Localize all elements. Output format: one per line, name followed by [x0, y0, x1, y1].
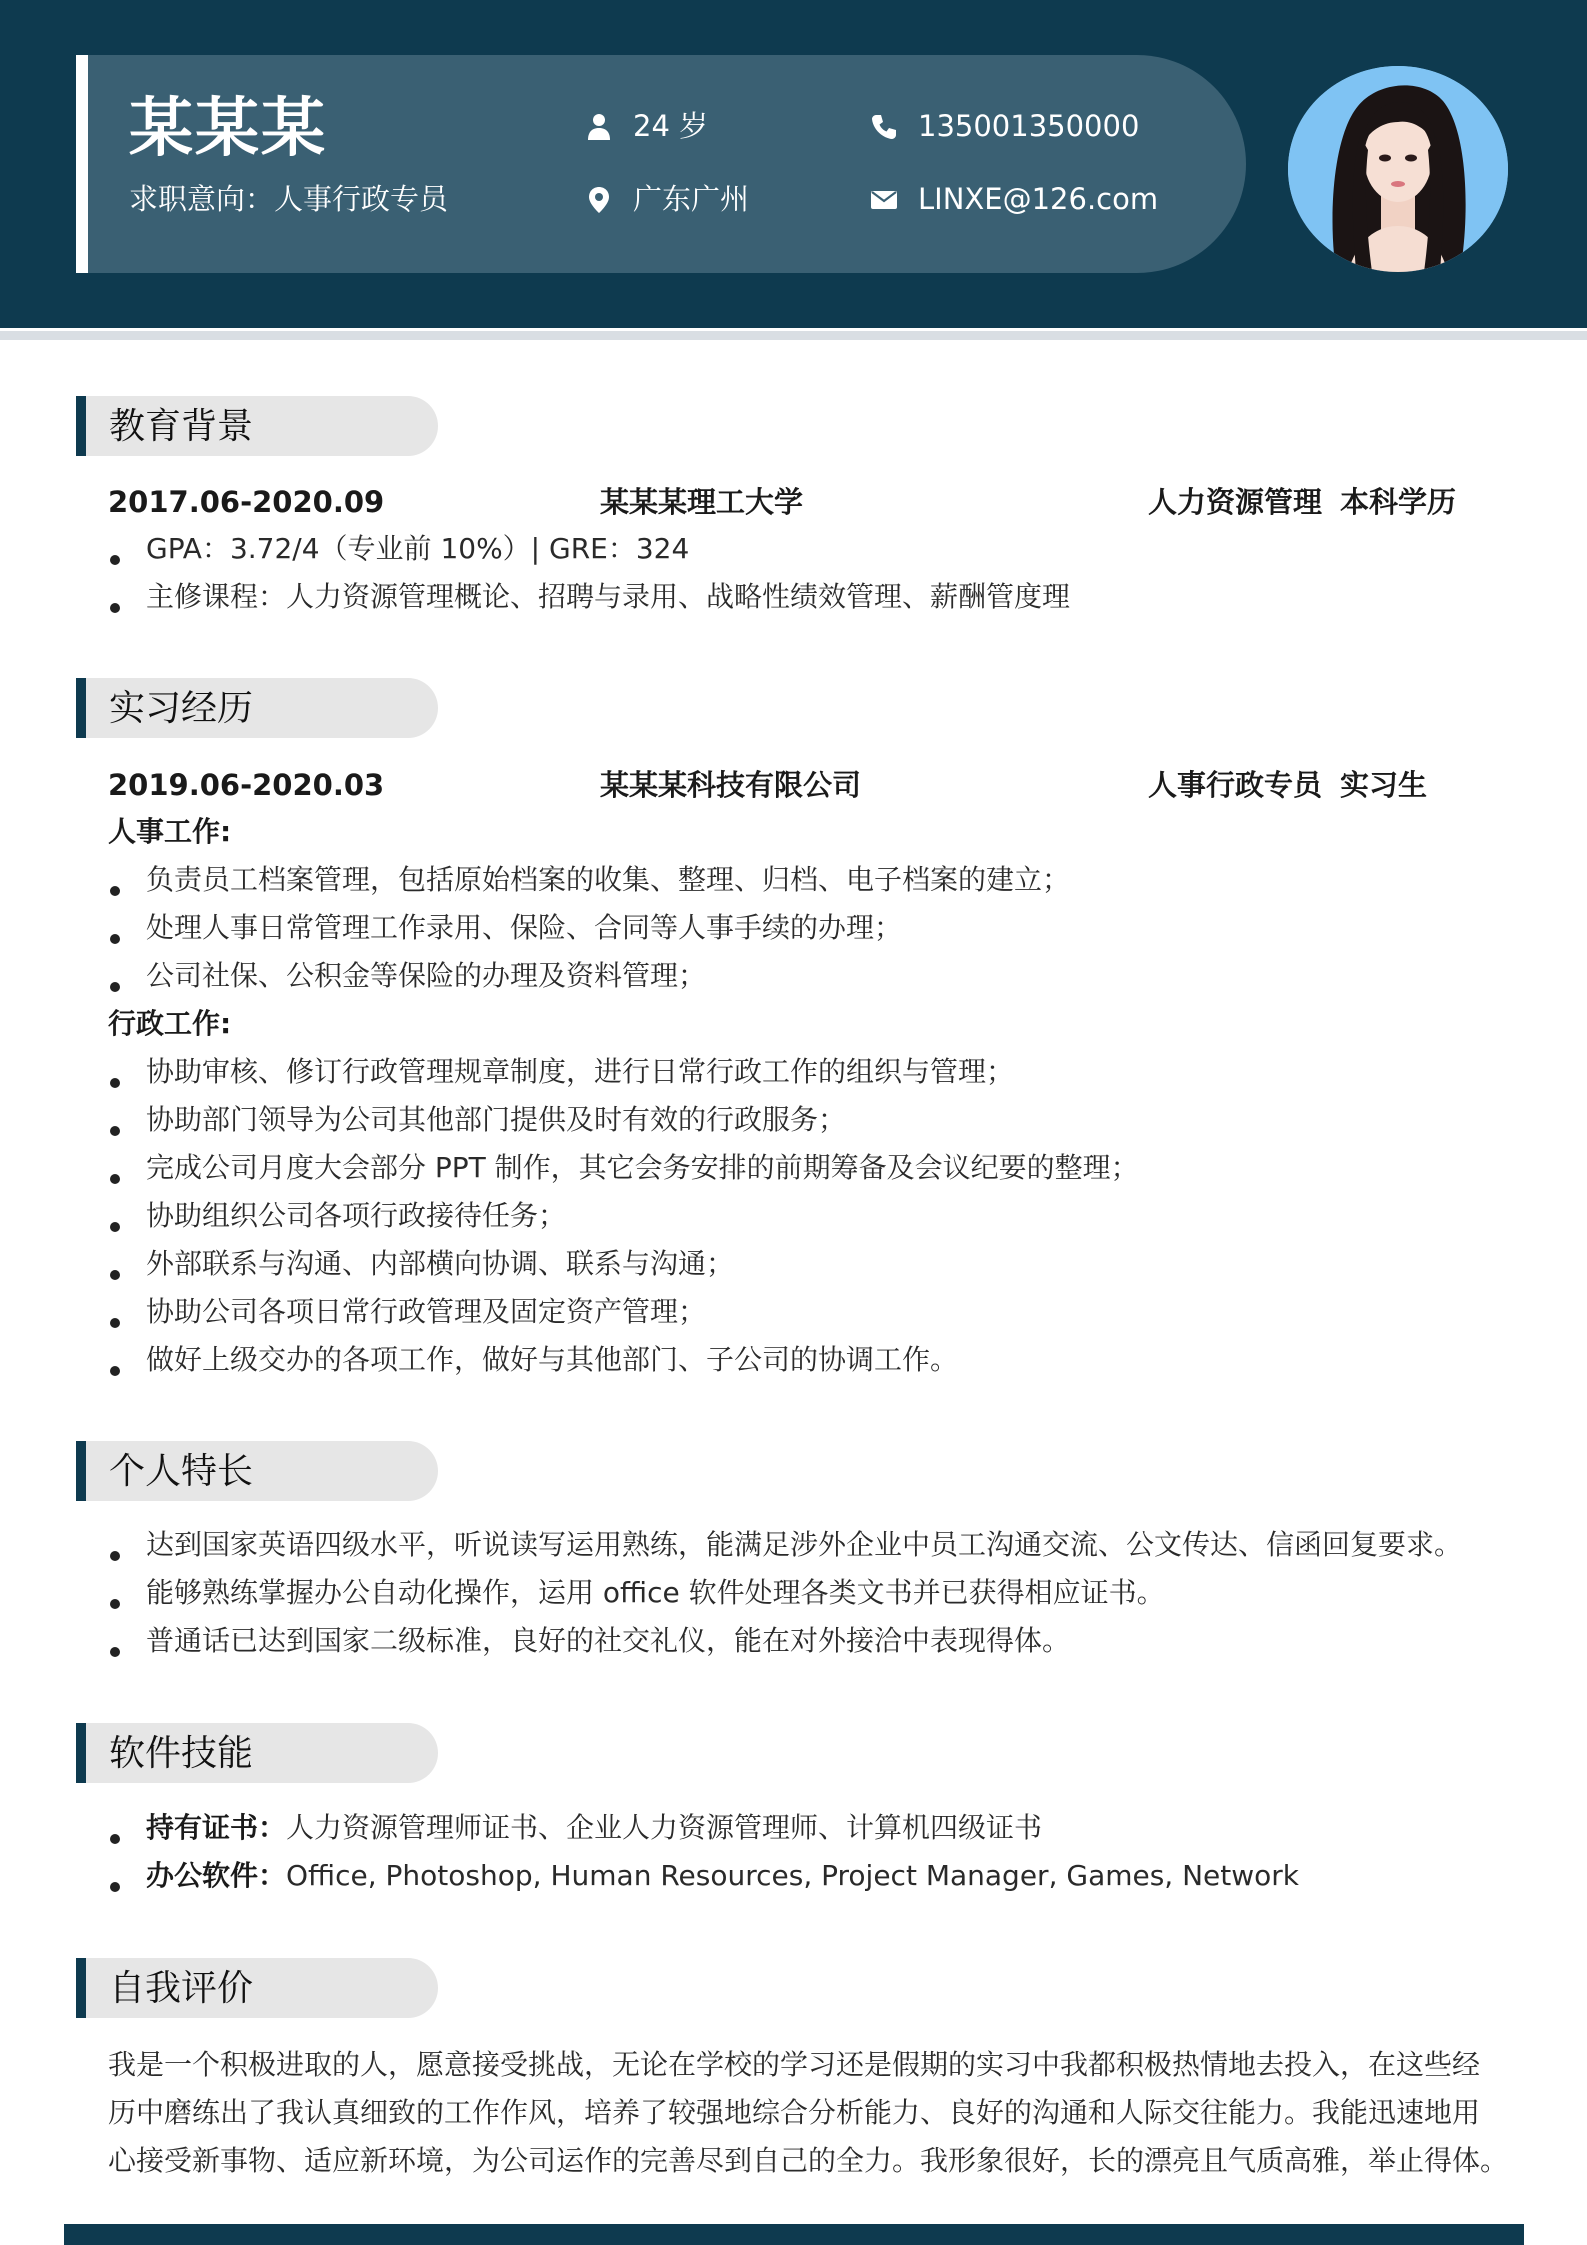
bullet-dot	[110, 982, 120, 992]
bullet-dot	[110, 1599, 120, 1609]
section-marker	[76, 1441, 86, 1501]
strength-bullet: 能够熟练掌握办公自动化操作，运用 office 软件处理各类文书并已获得相应证书。	[146, 1576, 1165, 1609]
internship-position: 人事行政专员	[1148, 768, 1323, 802]
education-major: 人力资源管理	[1148, 485, 1323, 519]
education-school: 某某某理工大学	[600, 485, 804, 519]
bullet-dot	[110, 1366, 120, 1376]
bullet-dot	[110, 1222, 120, 1232]
admin-bullet: 外部联系与沟通、内部横向协调、联系与沟通；	[146, 1247, 735, 1280]
cert-value: 人力资源管理师证书、企业人力资源管理师、计算机四级证书	[286, 1811, 1043, 1844]
phone-icon	[870, 113, 898, 141]
person-icon	[585, 113, 613, 141]
admin-bullet: 协助部门领导为公司其他部门提供及时有效的行政服务；	[146, 1103, 847, 1136]
email-info	[870, 182, 1159, 216]
section-title: 实习经历	[109, 688, 254, 729]
internship-role: 实习生	[1340, 768, 1428, 802]
strength-bullet: 普通话已达到国家二级标准，良好的社交礼仪，能在对外接洽中表现得体。	[146, 1624, 1071, 1657]
section-skills-header	[76, 1723, 438, 1783]
profile-photo	[1288, 66, 1508, 272]
self-eval-line: 历中磨练出了我认真细致的工作作风，培养了较强地综合分析能力、良好的沟通和人际交往能力。我能迅速地用	[108, 2096, 1481, 2129]
bullet-dot	[110, 1551, 120, 1561]
profile-card	[76, 55, 1246, 273]
bullet-dot	[110, 1174, 120, 1184]
bullet-dot	[110, 1270, 120, 1280]
cert-line	[146, 1811, 1043, 1844]
cert-label: 持有证书：	[146, 1811, 287, 1844]
admin-bullet: 协助公司各项日常行政管理及固定资产管理；	[146, 1295, 707, 1328]
location-pin-icon	[585, 186, 613, 214]
education-bullet: 主修课程：人力资源管理概论、招聘与录用、战略性绩效管理、薪酬管度理	[146, 580, 1071, 613]
email-icon	[870, 186, 898, 214]
hr-bullet: 处理人事日常管理工作录用、保险、合同等人事手续的办理；	[146, 911, 903, 944]
hr-bullet: 公司社保、公积金等保险的办理及资料管理；	[146, 959, 707, 992]
section-marker	[76, 678, 86, 738]
bullet-dot	[110, 886, 120, 896]
bullet-dot	[110, 1834, 120, 1844]
admin-bullet: 协助组织公司各项行政接待任务；	[146, 1199, 567, 1232]
section-internship-header	[76, 678, 438, 738]
education-degree: 本科学历	[1340, 485, 1457, 519]
self-eval-line: 心接受新事物、适应新环境，为公司运作的完善尽到自己的全力。我形象很好，长的漂亮且气质高雅，举止得体。	[108, 2144, 1509, 2177]
section-marker	[76, 396, 86, 456]
admin-bullet: 协助审核、修订行政管理规章制度，进行日常行政工作的组织与管理；	[146, 1055, 1015, 1088]
section-title: 软件技能	[109, 1733, 254, 1774]
hr-bullet: 负责员工档案管理，包括原始档案的收集、整理、归档、电子档案的建立；	[146, 863, 1071, 896]
bullet-dot	[110, 934, 120, 944]
bullet-dot	[110, 1078, 120, 1088]
education-period: 2017.06-2020.09	[108, 485, 385, 519]
location-text: 广东广州	[633, 182, 750, 216]
bullet-dot	[110, 1318, 120, 1328]
section-education-header	[76, 396, 438, 456]
office-label: 办公软件：	[146, 1859, 287, 1892]
internship-period: 2019.06-2020.03	[108, 768, 385, 802]
header-divider	[0, 331, 1587, 340]
admin-bullet: 完成公司月度大会部分 PPT 制作，其它会务安排的前期筹备及会议纪要的整理；	[146, 1151, 1139, 1184]
footer-bar	[64, 2224, 1524, 2245]
age-text: 24 岁	[633, 109, 709, 143]
bullet-dot	[110, 555, 120, 565]
candidate-name: 某某某	[129, 92, 327, 166]
location-info	[585, 182, 750, 216]
section-title: 个人特长	[109, 1451, 254, 1492]
bullet-dot	[110, 1882, 120, 1892]
bullet-dot	[110, 603, 120, 613]
self-eval-line: 我是一个积极进取的人，愿意接受挑战，无论在学校的学习还是假期的实习中我都积极热情地去投入，在这些经	[108, 2048, 1481, 2081]
bullet-dot	[110, 1647, 120, 1657]
phone-info	[870, 109, 1140, 143]
hr-work-label: 人事工作:	[108, 815, 232, 848]
email-link[interactable]: LINXE@126.com	[918, 182, 1159, 216]
section-title: 自我评价	[109, 1968, 254, 2009]
office-value: Office, Photoshop, Human Resources, Project Manager, Games, Network	[286, 1859, 1300, 1892]
profile-card-accent	[76, 55, 88, 273]
education-bullet: GPA：3.72/4（专业前 10%）| GRE：324	[146, 532, 690, 565]
section-marker	[76, 1723, 86, 1783]
admin-work-label: 行政工作:	[108, 1007, 232, 1040]
section-title: 教育背景	[109, 406, 254, 447]
phone-link[interactable]: 135001350000	[918, 109, 1140, 143]
admin-bullet: 做好上级交办的各项工作，做好与其他部门、子公司的协调工作。	[146, 1343, 959, 1376]
internship-company: 某某某科技有限公司	[600, 768, 862, 802]
section-self-eval-header	[76, 1958, 438, 2018]
age-info	[585, 109, 709, 143]
job-intent: 求职意向：人事行政专员	[129, 182, 449, 216]
section-marker	[76, 1958, 86, 2018]
strength-bullet: 达到国家英语四级水平，听说读写运用熟练，能满足涉外企业中员工沟通交流、公文传达、信函回复要求。	[146, 1528, 1463, 1561]
bullet-dot	[110, 1126, 120, 1136]
section-strengths-header	[76, 1441, 438, 1501]
office-line	[146, 1859, 1300, 1892]
portrait-illustration	[1288, 66, 1508, 272]
